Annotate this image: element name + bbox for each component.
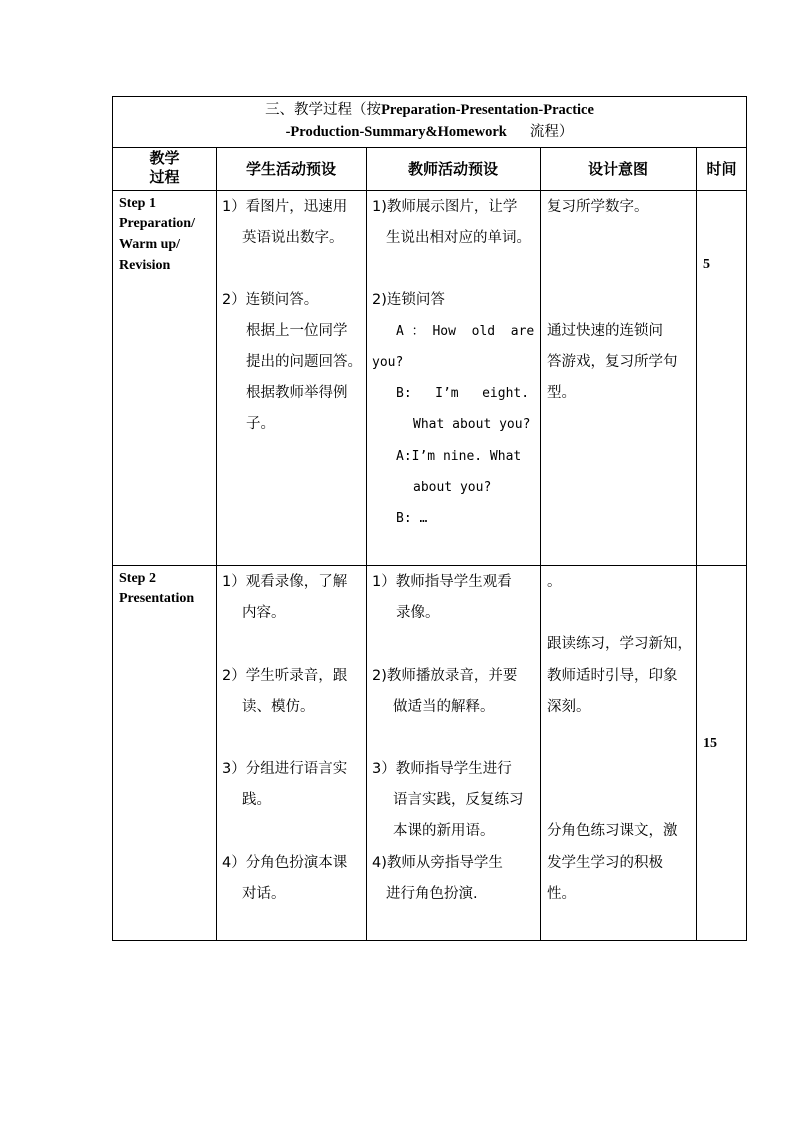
column-divider [540, 147, 541, 941]
step1-student-text: 2）连锁问答。 [222, 292, 319, 308]
step1-name-line: Preparation/ [119, 216, 195, 231]
step2-student-text: 内容。 [242, 605, 286, 621]
section-title-line2 [113, 121, 746, 143]
header-process-line2: 过程 [149, 168, 180, 186]
step1-intent-text: 型。 [547, 385, 576, 401]
step2-teacher-text: 进行角色扮演. [386, 886, 478, 902]
title-latin-2: -Production-Summary&Homework [285, 124, 507, 140]
step1-teacher-text: What about you? [413, 417, 531, 432]
section-title [113, 99, 746, 121]
header-teacher: 教师活动预设 [407, 160, 498, 178]
title-prefix: 三、教学过程（按 [265, 102, 382, 118]
step2-student-text: 1）观看录像，了解 [222, 574, 348, 590]
row-divider [113, 147, 746, 148]
step2-student-text: 读、模仿。 [242, 699, 315, 715]
step1-student-text: 根据教师举得例 [246, 385, 348, 401]
step2-intent-text: 教师适时引导，印象 [547, 668, 678, 684]
step2-intent-text: 性。 [547, 886, 576, 902]
step1-teacher-text: 1)教师展示图片，让学 [372, 199, 518, 215]
step2-student-text: 2）学生听录音，跟 [222, 668, 348, 684]
step2-student-text: 践。 [242, 792, 271, 808]
step2-intent-text: 跟读练习，学习新知， [547, 636, 692, 652]
row-divider [113, 190, 746, 191]
header-intent: 设计意图 [587, 160, 648, 178]
step2-teacher-text: 语言实践，反复练习 [393, 792, 524, 808]
header-student: 学生活动预设 [245, 160, 336, 178]
step2-intent-text: 分角色练习课文，激 [547, 823, 678, 839]
step1-intent-text: 答游戏，复习所学句 [547, 354, 678, 370]
step1-name-line: Step 1 [119, 196, 156, 211]
step2-intent-text: 深刻。 [547, 699, 591, 715]
step1-name-line: Revision [119, 258, 171, 273]
header-process-line1: 教学 [149, 149, 180, 167]
step2-time: 15 [703, 736, 717, 751]
step1-teacher-text: 生说出相对应的单词。 [386, 230, 531, 246]
step1-intent-text: 复习所学数字。 [547, 199, 649, 215]
step2-intent-text: 。 [547, 574, 562, 590]
lesson-process-table [112, 96, 747, 941]
column-divider [366, 147, 367, 941]
step1-time: 5 [703, 257, 710, 272]
step1-teacher-text: B: I’m eight. [396, 386, 530, 401]
step2-teacher-text: 1）教师指导学生观看 [372, 574, 512, 590]
column-divider [216, 147, 217, 941]
step2-student-text: 4）分角色扮演本课 [222, 855, 348, 871]
header-process [113, 149, 216, 187]
step1-name-line: Warm up/ [119, 237, 181, 252]
step1-student-text: 英语说出数字。 [242, 230, 344, 246]
step2-intent-text: 发学生学习的积极 [547, 855, 663, 871]
step2-teacher-text: 做适当的解释。 [393, 699, 495, 715]
step1-teacher-text: A:I’m nine. What [396, 449, 522, 464]
step2-name-line: Presentation [119, 591, 195, 606]
step1-teacher-text: B: … [396, 511, 428, 526]
step1-teacher-text: you? [372, 355, 404, 370]
step1-teacher-text: 2)连锁问答 [372, 292, 445, 308]
step2-teacher-text: 3）教师指导学生进行 [372, 761, 512, 777]
step2-name-line: Step 2 [119, 571, 156, 586]
column-divider [696, 147, 697, 941]
step2-teacher-text: 录像。 [396, 605, 440, 621]
title-suffix: 流程） [529, 124, 574, 140]
step1-student-text: 提出的问题回答。 [246, 354, 362, 370]
row-divider [113, 565, 746, 566]
step1-teacher-text: about you? [413, 480, 492, 495]
step2-teacher-text: 4)教师从旁指导学生 [372, 855, 503, 871]
step2-student-text: 对话。 [242, 886, 286, 902]
step1-student-text: 根据上一位同学 [246, 323, 348, 339]
step1-intent-text: 通过快速的连锁问 [547, 323, 663, 339]
step1-teacher-text: A ： How old are [396, 324, 535, 339]
step1-student-text: 子。 [246, 416, 275, 432]
title-latin-1: Preparation-Presentation-Practice [381, 102, 594, 118]
step1-student-text: 1）看图片，迅速用 [222, 199, 348, 215]
step2-teacher-text: 本课的新用语。 [393, 823, 495, 839]
header-time: 时间 [706, 160, 737, 178]
step2-teacher-text: 2)教师播放录音，并要 [372, 668, 518, 684]
step2-student-text: 3）分组进行语言实 [222, 761, 348, 777]
